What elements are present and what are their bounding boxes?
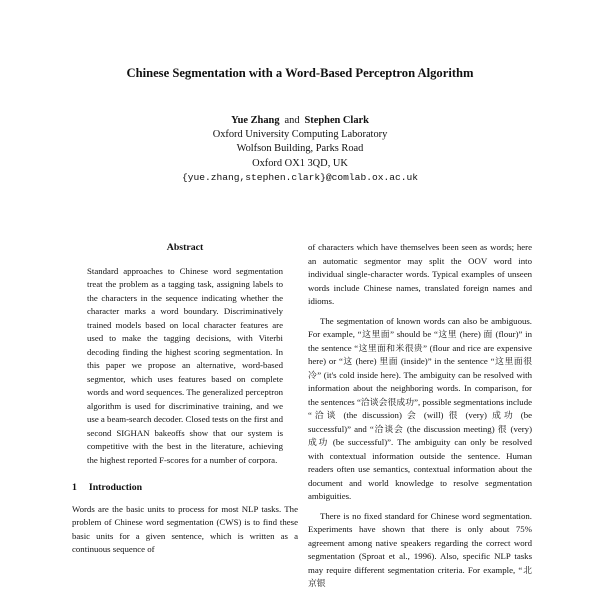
author-email: {yue.zhang,stephen.clark}@comlab.ox.ac.uk [181, 171, 419, 183]
affiliation-line: Oxford University Computing Laboratory [212, 129, 388, 141]
section-heading [72, 481, 298, 495]
right-column [308, 241, 532, 591]
paper-title: Chinese Segmentation with a Word-Based Perceptron Algorithm [126, 66, 474, 80]
section-number: 1 [72, 482, 77, 493]
abstract-heading: Abstract [166, 242, 204, 253]
introduction-paragraph: Words are the basic units to process for most NLP tasks. The problem of Chinese word segmentation (CWS) is to find these basic units for a given sentence, which is written as a continuous sequence of [72, 503, 298, 554]
section-title: Introduction [88, 482, 143, 493]
author-block [0, 114, 600, 185]
body-paragraph: There is no fixed standard for Chinese word segmentation. Experiments have shown that there is only about 75% agreement among native speakers regarding the correct word segmentation (Sproat et al., 1996). Also, specific NLP tasks may require different segmentation criteria. For example, “北京银 [308, 510, 532, 588]
left-column [72, 241, 298, 557]
body-paragraph: of characters which have themselves been seen as words; here an automatic segmentor may split the OOV word into individual single-character words. Typical examples of unseen words include Chinese names, translated foreign names and idioms. [308, 242, 532, 306]
affiliation-line: Wolfson Building, Parks Road [236, 143, 364, 155]
author-1: Yue Zhang [231, 115, 280, 126]
abstract-body: Standard approaches to Chinese word segmentation treat the problem as a tagging task, assigning labels to the characters in the sequence indicating whether the character marks a word boundary. Discriminatively trained models based on local character features are used to make the tagging decisions, with Viterbi decoding finding the highest scoring segmentation. In this paper we propose an alternative, word-based segmentor, which uses features based on complete words and word sequences. The generalized perceptron algorithm is used for discriminative training, and we use a beam-search decoder. Closed tests on the first and second SIGHAN bakeoffs show that our system is competitive with the best in the literature, achieving the highest reported F-scores for a number of corpora. [87, 265, 283, 465]
author-names [0, 114, 600, 128]
affiliation-line: Oxford OX1 3QD, UK [252, 157, 348, 169]
author-2: Stephen Clark [304, 115, 369, 126]
body-paragraph: The segmentation of known words can also be ambiguous. For example, “这里面” should be “这里 (here) 面 (flour)” in the sentence “这里面和米很贵” (flour and rice are expensive here) or “这 (here) 里面 (inside)” in the sentence “这里面很冷” (it's cold inside here). The ambiguity can be resolved with information about the neighboring words. In comparison, for the sentences “洽谈会很成功”, possible segmentations include “洽谈 (the discussion) 会 (will) 很 (very) 成功 (be successful)” and “洽谈会 (the discussion meeting) 很 (very) 成功 (be successful)”. The ambiguity can only be resolved with contextual information outside the sentence. Human readers often use semantics, contextual information about the document and world knowledge to resolve segmentation ambiguities. [308, 315, 532, 501]
author-conjunction: and [284, 115, 300, 126]
